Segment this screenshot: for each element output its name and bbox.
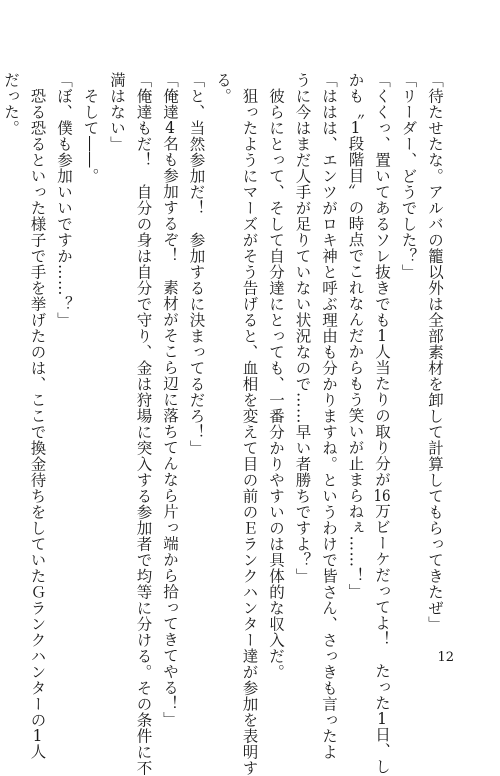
text-line-14: そして――。 bbox=[81, 72, 100, 184]
text-line-12: 「俺達もだ！ 自分の身は自分で守り、金は狩場に突入する参加者で均等に分ける。その条件に不 bbox=[134, 72, 153, 776]
text-line-2: 「リーダー、どうでした？」 bbox=[399, 72, 418, 280]
upright-number: 1 bbox=[377, 328, 387, 344]
text-line-8: 狙ったようにマーズがそう告げると、血相を変えて目の前のＥランクハンター達が参加を表明す bbox=[240, 72, 259, 776]
text-line-17: だった。 bbox=[2, 72, 20, 136]
text-line-1: 「待たせたな。アルバの籠以外は全部素材を卸して計算してもらってきたぜ」 bbox=[426, 72, 444, 632]
text-line-3: 「くくっ、置いてあるソレ抜きでも1人当たりの取り分が16万ビーケだってよ！ たった1日、し bbox=[373, 72, 391, 775]
text-line-4: かも〝1段階目〟の時点でこれなんだからもう笑いが止まらねぇ……！」 bbox=[346, 72, 365, 600]
upright-number: 4 bbox=[165, 120, 175, 136]
text-line-6: うに今はまだ人手が足りていない状況なので……早い者勝ちですよ？」 bbox=[293, 72, 312, 584]
text-line-9: る。 bbox=[214, 72, 232, 104]
upright-number: 16 bbox=[373, 487, 391, 503]
text-line-7: 彼らにとって、そして自分達にとっても、一番分かりやすいのは具体的な収入だ。 bbox=[267, 72, 285, 680]
text-line-11: 「俺達4名も参加するぞ！ 素材がそこら辺に落ちてんなら片っ端から拾ってきてやる！」 bbox=[161, 72, 179, 728]
text-line-5: 「ははは、エンツがロキ神と呼ぶ理由も分かりますね。というわけで皆さん、さっきも言ったよ bbox=[320, 72, 338, 760]
upright-number: 1 bbox=[32, 728, 43, 744]
text-line-15: 「ぼ、僕も参加いいですか……？」 bbox=[55, 72, 73, 328]
text-line-16: 恐る恐るといった様子で手を挙げたのは、ここで換金待ちをしていたＧランクハンターの1人 bbox=[28, 72, 47, 760]
page-number: 12 bbox=[437, 650, 454, 665]
text-line-13: 満はない」 bbox=[108, 72, 126, 152]
upright-number: 1 bbox=[350, 120, 361, 136]
text-line-10: 「と、当然参加だ！ 参加するに決まってるだろ！」 bbox=[187, 72, 206, 456]
upright-number: 1 bbox=[377, 711, 387, 727]
